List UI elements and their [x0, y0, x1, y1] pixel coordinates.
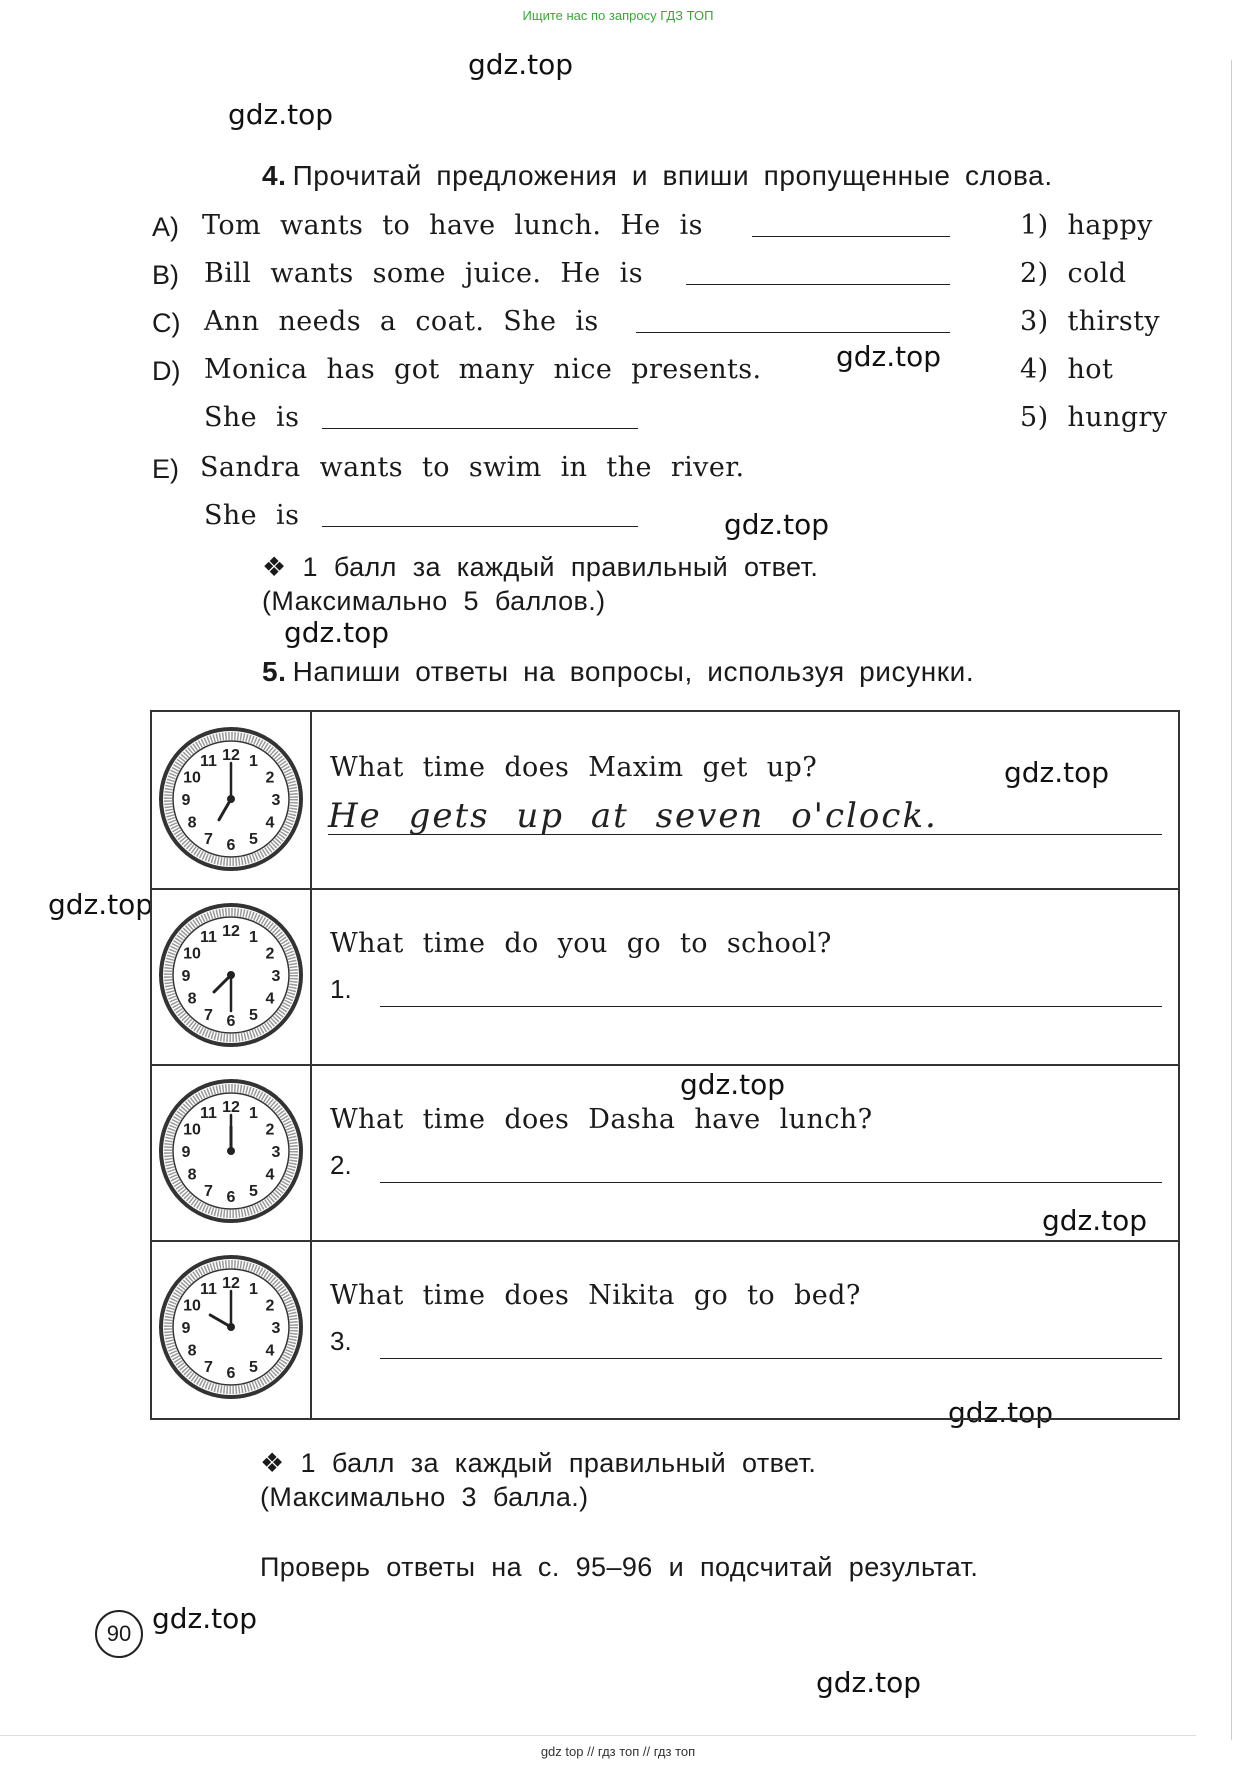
answer-number: 3.: [330, 1326, 352, 1356]
item-letter: D): [152, 356, 181, 386]
clock-numeral: 5: [249, 1006, 258, 1024]
item-text: Ann needs a coat. She is: [204, 306, 599, 337]
item-letter: E): [152, 454, 179, 484]
task5-number: 5.: [262, 656, 287, 687]
question-text: What time does Dasha have lunch?: [330, 1104, 873, 1135]
clock-numeral: 12: [222, 747, 240, 764]
clock-numeral: 1: [249, 1105, 258, 1123]
task5-title: Напиши ответы на вопросы, используя рисунки.: [292, 656, 975, 687]
clock-numeral: 3: [271, 968, 281, 985]
clock-numeral: 11: [200, 1105, 217, 1123]
watermark: gdz.top: [228, 98, 334, 131]
item-text: Tom wants to have lunch. He is: [202, 210, 703, 241]
clock-numeral: 1: [249, 753, 258, 771]
clock-numeral: 1: [249, 929, 258, 947]
clock-numeral: 10: [183, 1121, 201, 1139]
item-text-line2: She is: [204, 402, 300, 433]
clock-icon: [156, 1252, 306, 1402]
clock-numeral: 7: [204, 1006, 213, 1024]
watermark: gdz.top: [836, 340, 942, 373]
clock-numeral: 9: [181, 1144, 191, 1161]
answer-number: 1.: [330, 974, 352, 1004]
watermark: gdz.top: [284, 616, 390, 649]
clock-numeral: 8: [187, 1342, 197, 1360]
clock-numeral: 5: [249, 830, 258, 848]
answer-blank[interactable]: [322, 526, 638, 527]
clock-numeral: 11: [200, 929, 217, 947]
clock-numeral: 9: [181, 1320, 191, 1337]
clock-numeral: 4: [265, 1342, 275, 1360]
clock-icon: [156, 1076, 306, 1226]
score-max: (Максимально 5 баллов.): [262, 586, 606, 616]
clock-numeral: 3: [271, 1144, 281, 1161]
item-text: Monica has got many nice presents.: [204, 354, 762, 385]
watermark: gdz.top: [152, 1602, 258, 1635]
answer-number: 2.: [330, 1150, 352, 1180]
clock-numeral: 3: [271, 792, 281, 809]
clock-numeral: 7: [204, 1182, 213, 1200]
clock-numeral: 5: [249, 1182, 258, 1200]
question-text: What time does Nikita go to bed?: [330, 1280, 861, 1311]
task4-title: Прочитай предложения и впиши пропущенные слова.: [292, 160, 1053, 191]
option: 4) hot: [1020, 354, 1114, 385]
clock-icon: [156, 724, 306, 874]
clock-numeral: 11: [200, 1281, 217, 1299]
clock-numeral: 2: [265, 1297, 275, 1315]
clock-numeral: 12: [222, 1275, 240, 1292]
clock-numeral: 11: [200, 753, 217, 771]
clock-numeral: 2: [265, 769, 275, 787]
clock-numeral: 6: [226, 1189, 236, 1206]
clock-numeral: 9: [181, 968, 191, 985]
clock-numeral: 6: [226, 1013, 236, 1030]
clock-center: [227, 795, 235, 803]
clock-numeral: 4: [265, 814, 275, 832]
clock-numeral: 8: [187, 990, 197, 1008]
clock-numeral: 4: [265, 1166, 275, 1184]
clock-numeral: 1: [249, 1281, 258, 1299]
watermark: gdz.top: [816, 1666, 922, 1699]
item-text: Bill wants some juice. He is: [204, 258, 643, 289]
answer-line[interactable]: [380, 1358, 1162, 1359]
item-text: Sandra wants to swim in the river.: [200, 452, 745, 483]
task4-number: 4.: [262, 160, 287, 191]
item-text-line2: She is: [204, 500, 300, 531]
item-letter: C): [152, 308, 181, 338]
question-text: What time does Maxim get up?: [330, 752, 818, 783]
item-letter: A): [152, 212, 179, 242]
page-bottom-edge: [0, 1735, 1196, 1736]
option: 3) thirsty: [1020, 306, 1161, 337]
clock-center: [227, 971, 235, 979]
watermark: gdz.top: [48, 888, 154, 921]
clock-numeral: 5: [249, 1358, 258, 1376]
clock-numeral: 7: [204, 1358, 213, 1376]
score-rule: ❖ 1 балл за каждый правильный ответ.: [262, 552, 819, 582]
answer-line: [328, 834, 1162, 835]
option: 2) cold: [1020, 258, 1127, 289]
clock-icon: [156, 900, 306, 1050]
clock-numeral: 6: [226, 837, 236, 854]
item-letter: B): [152, 260, 179, 290]
answer-blank[interactable]: [322, 428, 638, 429]
table-row-divider: [152, 1240, 1178, 1242]
answer-blank[interactable]: [636, 332, 950, 333]
answers-table: [150, 710, 1180, 1420]
watermark: gdz.top: [680, 1068, 786, 1101]
check-answers-note: Проверь ответы на с. 95–96 и подсчитай результат.: [260, 1552, 979, 1582]
header-note: Ищите нас по запросу ГДЗ ТОП: [522, 8, 714, 23]
answer-line[interactable]: [380, 1006, 1162, 1007]
clock-numeral: 3: [271, 1320, 281, 1337]
clock-numeral: 12: [222, 923, 240, 940]
table-row-divider: [152, 1064, 1178, 1066]
answer-line[interactable]: [380, 1182, 1162, 1183]
question-text: What time do you go to school?: [330, 928, 832, 959]
watermark: gdz.top: [468, 48, 574, 81]
watermark: gdz.top: [1042, 1204, 1148, 1237]
answer-blank[interactable]: [686, 284, 950, 285]
clock-numeral: 8: [187, 814, 197, 832]
page-number: 90: [95, 1610, 143, 1658]
clock-numeral: 4: [265, 990, 275, 1008]
clock-numeral: 2: [265, 945, 275, 963]
clock-numeral: 2: [265, 1121, 275, 1139]
clock-numeral: 12: [222, 1099, 240, 1116]
page-edge: [1231, 60, 1232, 1740]
watermark: gdz.top: [1004, 756, 1110, 789]
handwritten-answer: He gets up at seven o'clock.: [328, 796, 938, 836]
clock-numeral: 10: [183, 945, 201, 963]
clock-center: [227, 1147, 235, 1155]
clock-center: [227, 1323, 235, 1331]
option: 1) happy: [1020, 210, 1153, 241]
score-max: (Максимально 3 балла.): [260, 1482, 589, 1512]
watermark: gdz.top: [724, 508, 830, 541]
task4-heading: [262, 160, 1053, 192]
clock-numeral: 8: [187, 1166, 197, 1184]
footer-note: gdz top // гдз топ // гдз топ: [540, 1744, 696, 1759]
clock-numeral: 9: [181, 792, 191, 809]
clock-numeral: 10: [183, 769, 201, 787]
clock-numeral: 10: [183, 1297, 201, 1315]
table-row-divider: [152, 888, 1178, 890]
task5-heading: [262, 656, 974, 688]
score-rule: ❖ 1 балл за каждый правильный ответ.: [260, 1448, 817, 1478]
answer-blank[interactable]: [752, 236, 950, 237]
clock-numeral: 7: [204, 830, 213, 848]
watermark: gdz.top: [948, 1396, 1054, 1429]
option: 5) hungry: [1020, 402, 1168, 433]
clock-numeral: 6: [226, 1365, 236, 1382]
